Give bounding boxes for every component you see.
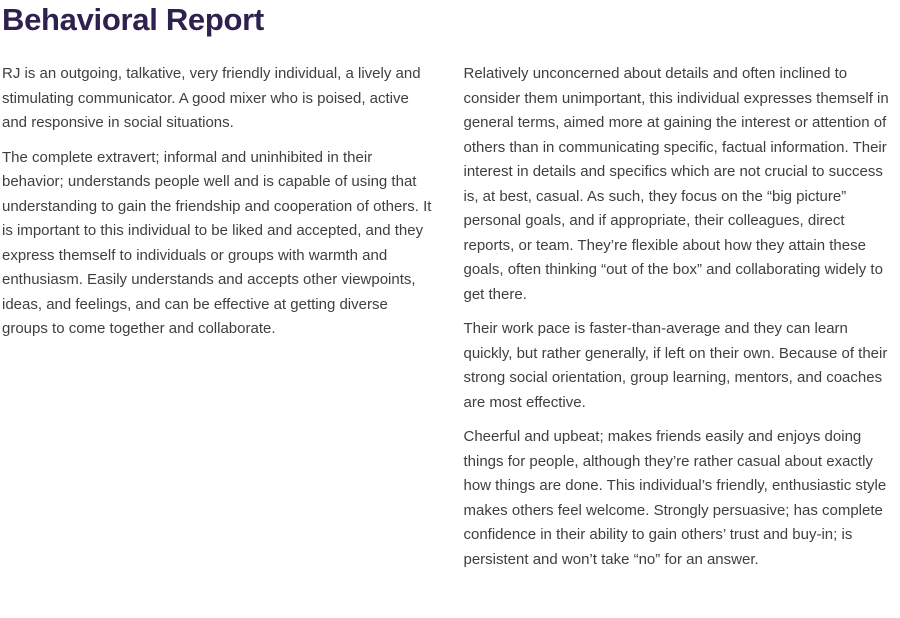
report-paragraph: Their work pace is faster-than-average and they can learn quickly, but rather generally, if left on their own. Because of their strong social orientation, group learning, mentors, and coaches are most effective. <box>463 320 888 411</box>
report-right-column <box>464 62 898 572</box>
report-paragraph: Cheerful and upbeat; makes friends easily and enjoys doing things for people, although they’re rather casual about exactly how things are done. This individual’s friendly, enthusiastic style makes others feel welcome. Strongly persuasive; has complete confidence in their ability to gain others’ trust and buy-in; is persistent and won’t take “no” for an answer. <box>463 428 887 568</box>
report-columns <box>2 62 897 572</box>
report-paragraph: The complete extravert; informal and uninhibited in their behavior; understands people well and is capable of using that understanding to gain the friendship and cooperation of others. It is important to this individual to be liked and accepted, and they express themself to individuals or groups with warmth and enthusiasm. Easily understands and accepts other viewpoints, ideas, and feelings, and can be effective at getting diverse groups to come together and collaborate. <box>2 148 432 337</box>
report-paragraph: Relatively unconcerned about details and often inclined to consider them unimportant, this individual expresses themself in general terms, aimed more at gaining the interest or attention of others than in communicating specific, factual information. Their interest in details and specifics which are not crucial to success is, at best, casual. As such, they focus on the “big picture” personal goals, and if appropriate, their colleagues, direct reports, or team. They’re flexible about how they attain these goals, often thinking “out of the box” and collaborating widely to get there. <box>463 65 889 303</box>
report-left-column <box>2 62 436 572</box>
page-title: Behavioral Report <box>2 2 264 37</box>
report-paragraph: RJ is an outgoing, talkative, very friendly individual, a lively and stimulating communicator. A good mixer who is poised, active and responsive in social situations. <box>2 65 421 131</box>
